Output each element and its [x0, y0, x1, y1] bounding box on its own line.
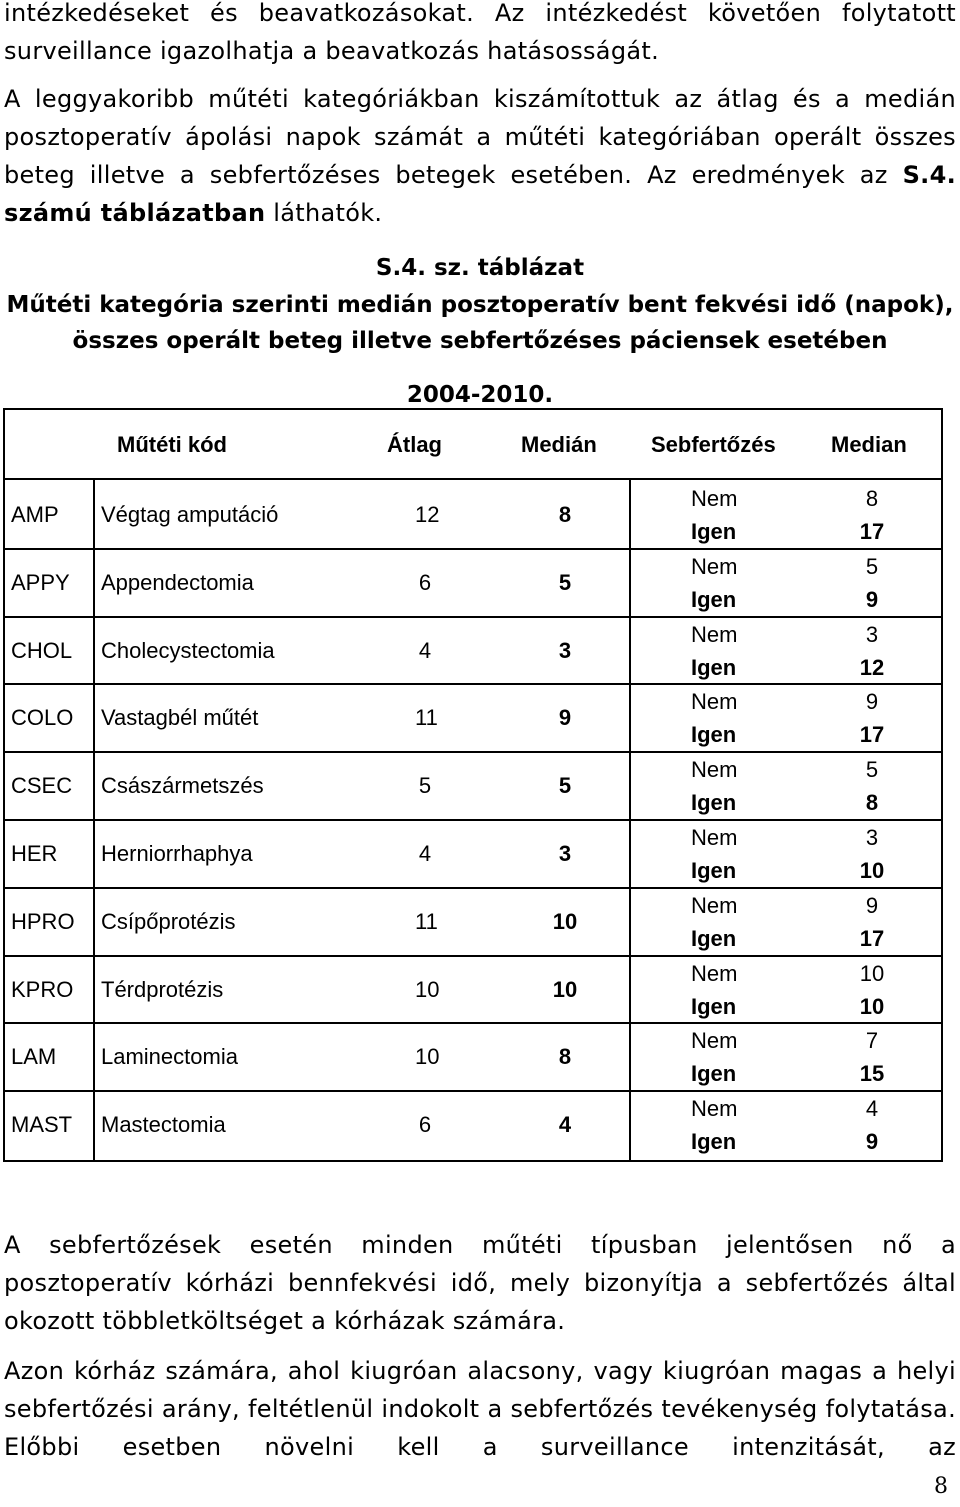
cell-infection-yes-value: 8	[865, 790, 879, 816]
cell-infection-no-value: 8	[865, 486, 879, 511]
row-divider	[5, 887, 941, 889]
cell-infection-no-label: Nem	[691, 486, 738, 511]
page-number: 8	[934, 1474, 948, 1499]
cell-median: 5	[558, 773, 572, 799]
cell-infection-no-value: 3	[865, 825, 879, 850]
row-divider	[5, 548, 941, 550]
table-caption-line-1: Műtéti kategória szerinti medián posztoperatív bent fekvési idő (napok),	[6, 292, 954, 318]
cell-infection-yes-value: 15	[859, 1061, 885, 1087]
table-reference: S.4. számú táblázatban	[4, 161, 956, 227]
cell-infection-no-label: Nem	[691, 1028, 738, 1054]
cell-average: 11	[415, 705, 438, 731]
cell-average: 4	[418, 841, 432, 866]
cell-infection-yes-value: 17	[859, 519, 885, 544]
cell-code: LAM	[11, 1044, 57, 1070]
cell-median: 3	[558, 637, 572, 663]
intro-paragraph-2	[4, 80, 956, 232]
cell-median: 5	[558, 569, 572, 595]
cell-code: AMP	[11, 502, 59, 527]
row-divider	[5, 683, 941, 685]
cell-infection-yes-label: Igen	[691, 586, 737, 612]
cell-infection-no-label: Nem	[691, 757, 738, 783]
conclusion-paragraph-2: Azon kórház számára, ahol kiugróan alacsony, vagy kiugróan magas a helyi sebfertőzési arány, feltétlenül indokolt a sebfertőzés tevékenység folytatása. Előbbi esetben növelni kell a surveillance intenzitását, az	[4, 1357, 956, 1461]
cell-infection-yes-label: Igen	[691, 519, 737, 544]
cell-infection-yes-label: Igen	[691, 1129, 737, 1155]
header-median-2: Median	[831, 432, 907, 457]
cell-infection-no-label: Nem	[691, 1096, 738, 1122]
cell-infection-no-value: 3	[865, 621, 879, 647]
cell-infection-yes-value: 10	[859, 993, 885, 1019]
cell-average: 11	[415, 908, 438, 934]
cell-infection-yes-label: Igen	[691, 1061, 737, 1087]
table-years: 2004-2010.	[406, 382, 554, 408]
cell-infection-yes-label: Igen	[691, 993, 737, 1019]
cell-name: Appendectomia	[101, 569, 254, 595]
cell-median: 8	[558, 1044, 572, 1070]
cell-name: Herniorrhaphya	[101, 841, 253, 866]
cell-infection-no-label: Nem	[691, 825, 738, 850]
cell-infection-no-value: 7	[865, 1028, 879, 1054]
header-average: Átlag	[387, 432, 442, 457]
cell-code: APPY	[11, 569, 70, 595]
cell-median: 9	[558, 705, 572, 731]
cell-average: 5	[418, 773, 432, 799]
cell-name: Mastectomia	[101, 1112, 226, 1138]
cell-infection-yes-label: Igen	[691, 722, 737, 748]
cell-name: Vastagbél műtét	[101, 705, 259, 731]
intro-paragraph-2-end: láthatók.	[265, 199, 383, 227]
cell-infection-no-label: Nem	[691, 960, 738, 986]
cell-median: 10	[552, 908, 578, 934]
cell-infection-yes-value: 17	[859, 722, 885, 748]
cell-average: 4	[418, 637, 432, 663]
cell-infection-no-value: 9	[865, 892, 879, 918]
cell-average: 12	[415, 502, 440, 527]
data-table	[3, 408, 943, 1162]
row-divider	[5, 751, 941, 753]
cell-infection-no-value: 5	[865, 553, 879, 579]
cell-infection-yes-value: 9	[865, 1129, 879, 1155]
cell-code: CSEC	[11, 773, 73, 799]
cell-median: 8	[558, 502, 572, 527]
cell-infection-no-value: 5	[865, 757, 879, 783]
row-divider	[5, 1022, 941, 1024]
header-infection: Sebfertőzés	[651, 432, 776, 457]
cell-name: Laminectomia	[101, 1044, 238, 1070]
cell-infection-yes-value: 10	[859, 858, 885, 883]
cell-code: HER	[11, 841, 58, 866]
cell-infection-no-label: Nem	[691, 621, 738, 647]
cell-code: MAST	[11, 1112, 73, 1138]
intro-line-1: intézkedéseket és beavatkozásokat. Az intézkedést követően folytatott	[4, 0, 956, 27]
cell-infection-yes-label: Igen	[691, 925, 737, 951]
row-divider	[5, 819, 941, 821]
conclusion-paragraph-1: A sebfertőzések esetén minden műtéti típusban jelentősen nő a posztoperatív kórházi bennfekvési idő, mely bizonyítja a sebfertőzés által okozott többletköltséget a kórházak számára.	[4, 1231, 956, 1335]
cell-infection-no-value: 10	[859, 960, 885, 986]
table-caption-line-2: összes operált beteg illetve sebfertőzéses páciensek esetében	[72, 328, 888, 354]
cell-name: Térdprotézis	[101, 976, 224, 1002]
cell-infection-yes-value: 12	[859, 654, 885, 680]
cell-infection-no-value: 9	[865, 689, 879, 715]
cell-infection-no-label: Nem	[691, 553, 738, 579]
cell-average: 6	[418, 569, 432, 595]
cell-average: 10	[415, 1044, 440, 1070]
cell-name: Cholecystectomia	[101, 637, 275, 663]
cell-infection-no-label: Nem	[691, 689, 738, 715]
cell-median: 3	[558, 841, 572, 866]
cell-infection-yes-value: 9	[865, 586, 879, 612]
cell-average: 10	[415, 976, 440, 1002]
intro-line-2: surveillance igazolhatja a beavatkozás hatásosságát.	[4, 37, 659, 65]
cell-infection-no-value: 4	[865, 1096, 879, 1122]
cell-median: 10	[552, 976, 578, 1002]
header-median: Medián	[521, 432, 597, 457]
cell-name: Csípőprotézis	[101, 908, 236, 934]
cell-name: Végtag amputáció	[101, 502, 279, 527]
cell-infection-yes-label: Igen	[691, 790, 737, 816]
header-code: Műtéti kód	[117, 432, 227, 457]
row-divider	[5, 616, 941, 618]
table-number: S.4. sz. táblázat	[375, 255, 585, 281]
cell-infection-yes-label: Igen	[691, 858, 737, 883]
cell-code: COLO	[11, 705, 74, 731]
cell-code: KPRO	[11, 976, 74, 1002]
intro-paragraph-2-text: A leggyakoribb műtéti kategóriákban kiszámítottuk az átlag és a medián posztoperatív ápolási napok számát a műtéti kategóriában operált összes beteg illetve a sebfertőzéses betegek esetében. Az eredmények az	[4, 85, 956, 189]
cell-infection-yes-value: 17	[859, 925, 885, 951]
row-divider	[5, 955, 941, 957]
table-header	[5, 410, 941, 480]
row-divider	[5, 1090, 941, 1092]
cell-average: 6	[418, 1112, 432, 1138]
cell-code: CHOL	[11, 637, 73, 663]
cell-infection-yes-label: Igen	[691, 654, 737, 680]
cell-code: HPRO	[11, 908, 75, 934]
cell-name: Császármetszés	[101, 773, 264, 799]
cell-infection-no-label: Nem	[691, 892, 738, 918]
cell-median: 4	[558, 1112, 572, 1138]
